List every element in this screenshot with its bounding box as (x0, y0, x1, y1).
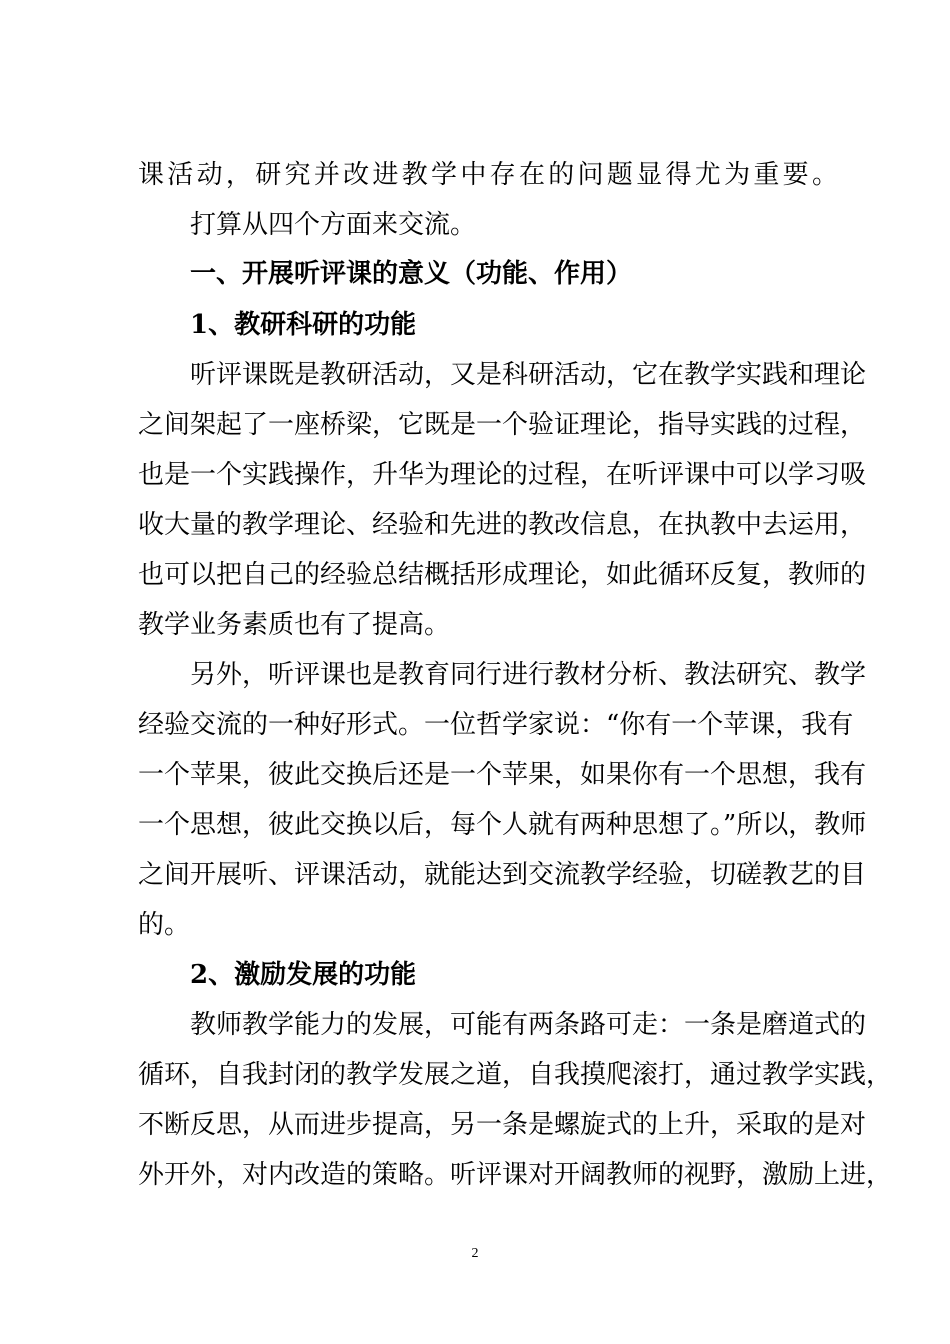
section-heading: 一、开展听评课的意义（功能、作用） (190, 259, 633, 289)
paragraph-line: 教学业务素质也有了提高。 (138, 610, 451, 640)
paragraph-line: 外开外，对内改造的策略。听评课对开阔教师的视野，激励上进， (138, 1160, 893, 1190)
subsection-heading: 2、激励发展的功能 (190, 960, 417, 990)
paragraph-line: 一个苹果，彼此交换后还是一个苹果，如果你有一个思想，我有 (138, 760, 867, 790)
paragraph-line: 之间开展听、评课活动，就能达到交流教学经验，切磋教艺的目 (138, 860, 867, 890)
paragraph-line: 一个思想，彼此交换以后，每个人就有两种思想了。”所以，教师 (138, 810, 867, 840)
paragraph-line: 教师教学能力的发展，可能有两条路可走：一条是磨道式的 (190, 1010, 867, 1040)
paragraph-line: 课活动，研究并改进教学中存在的问题显得尤为重要。 (138, 160, 838, 190)
paragraph-line: 之间架起了一座桥梁，它既是一个验证理论，指导实践的过程， (138, 410, 867, 440)
subsection-heading: 1、教研科研的功能 (190, 310, 417, 340)
paragraph-line: 另外，听评课也是教育同行进行教材分析、教法研究、教学 (190, 660, 867, 690)
paragraph-line: 循环，自我封闭的教学发展之道，自我摸爬滚打，通过教学实践， (138, 1060, 893, 1090)
paragraph-line: 听评课既是教研活动，又是科研活动，它在教学实践和理论 (190, 360, 867, 390)
paragraph-line: 不断反思，从而进步提高，另一条是螺旋式的上升，采取的是对 (138, 1110, 867, 1140)
paragraph-line: 经验交流的一种好形式。一位哲学家说：“你有一个苹课，我有 (138, 710, 854, 740)
paragraph-line: 也是一个实践操作，升华为理论的过程，在听评课中可以学习吸 (138, 460, 867, 490)
paragraph-line: 也可以把自己的经验总结概括形成理论，如此循环反复，教师的 (138, 560, 867, 590)
page-number: 2 (471, 1246, 479, 1261)
paragraph-line: 的。 (138, 910, 191, 940)
paragraph-line: 打算从四个方面来交流。 (190, 210, 477, 240)
paragraph-line: 收大量的教学理论、经验和先进的教改信息，在执教中去运用， (138, 510, 867, 540)
